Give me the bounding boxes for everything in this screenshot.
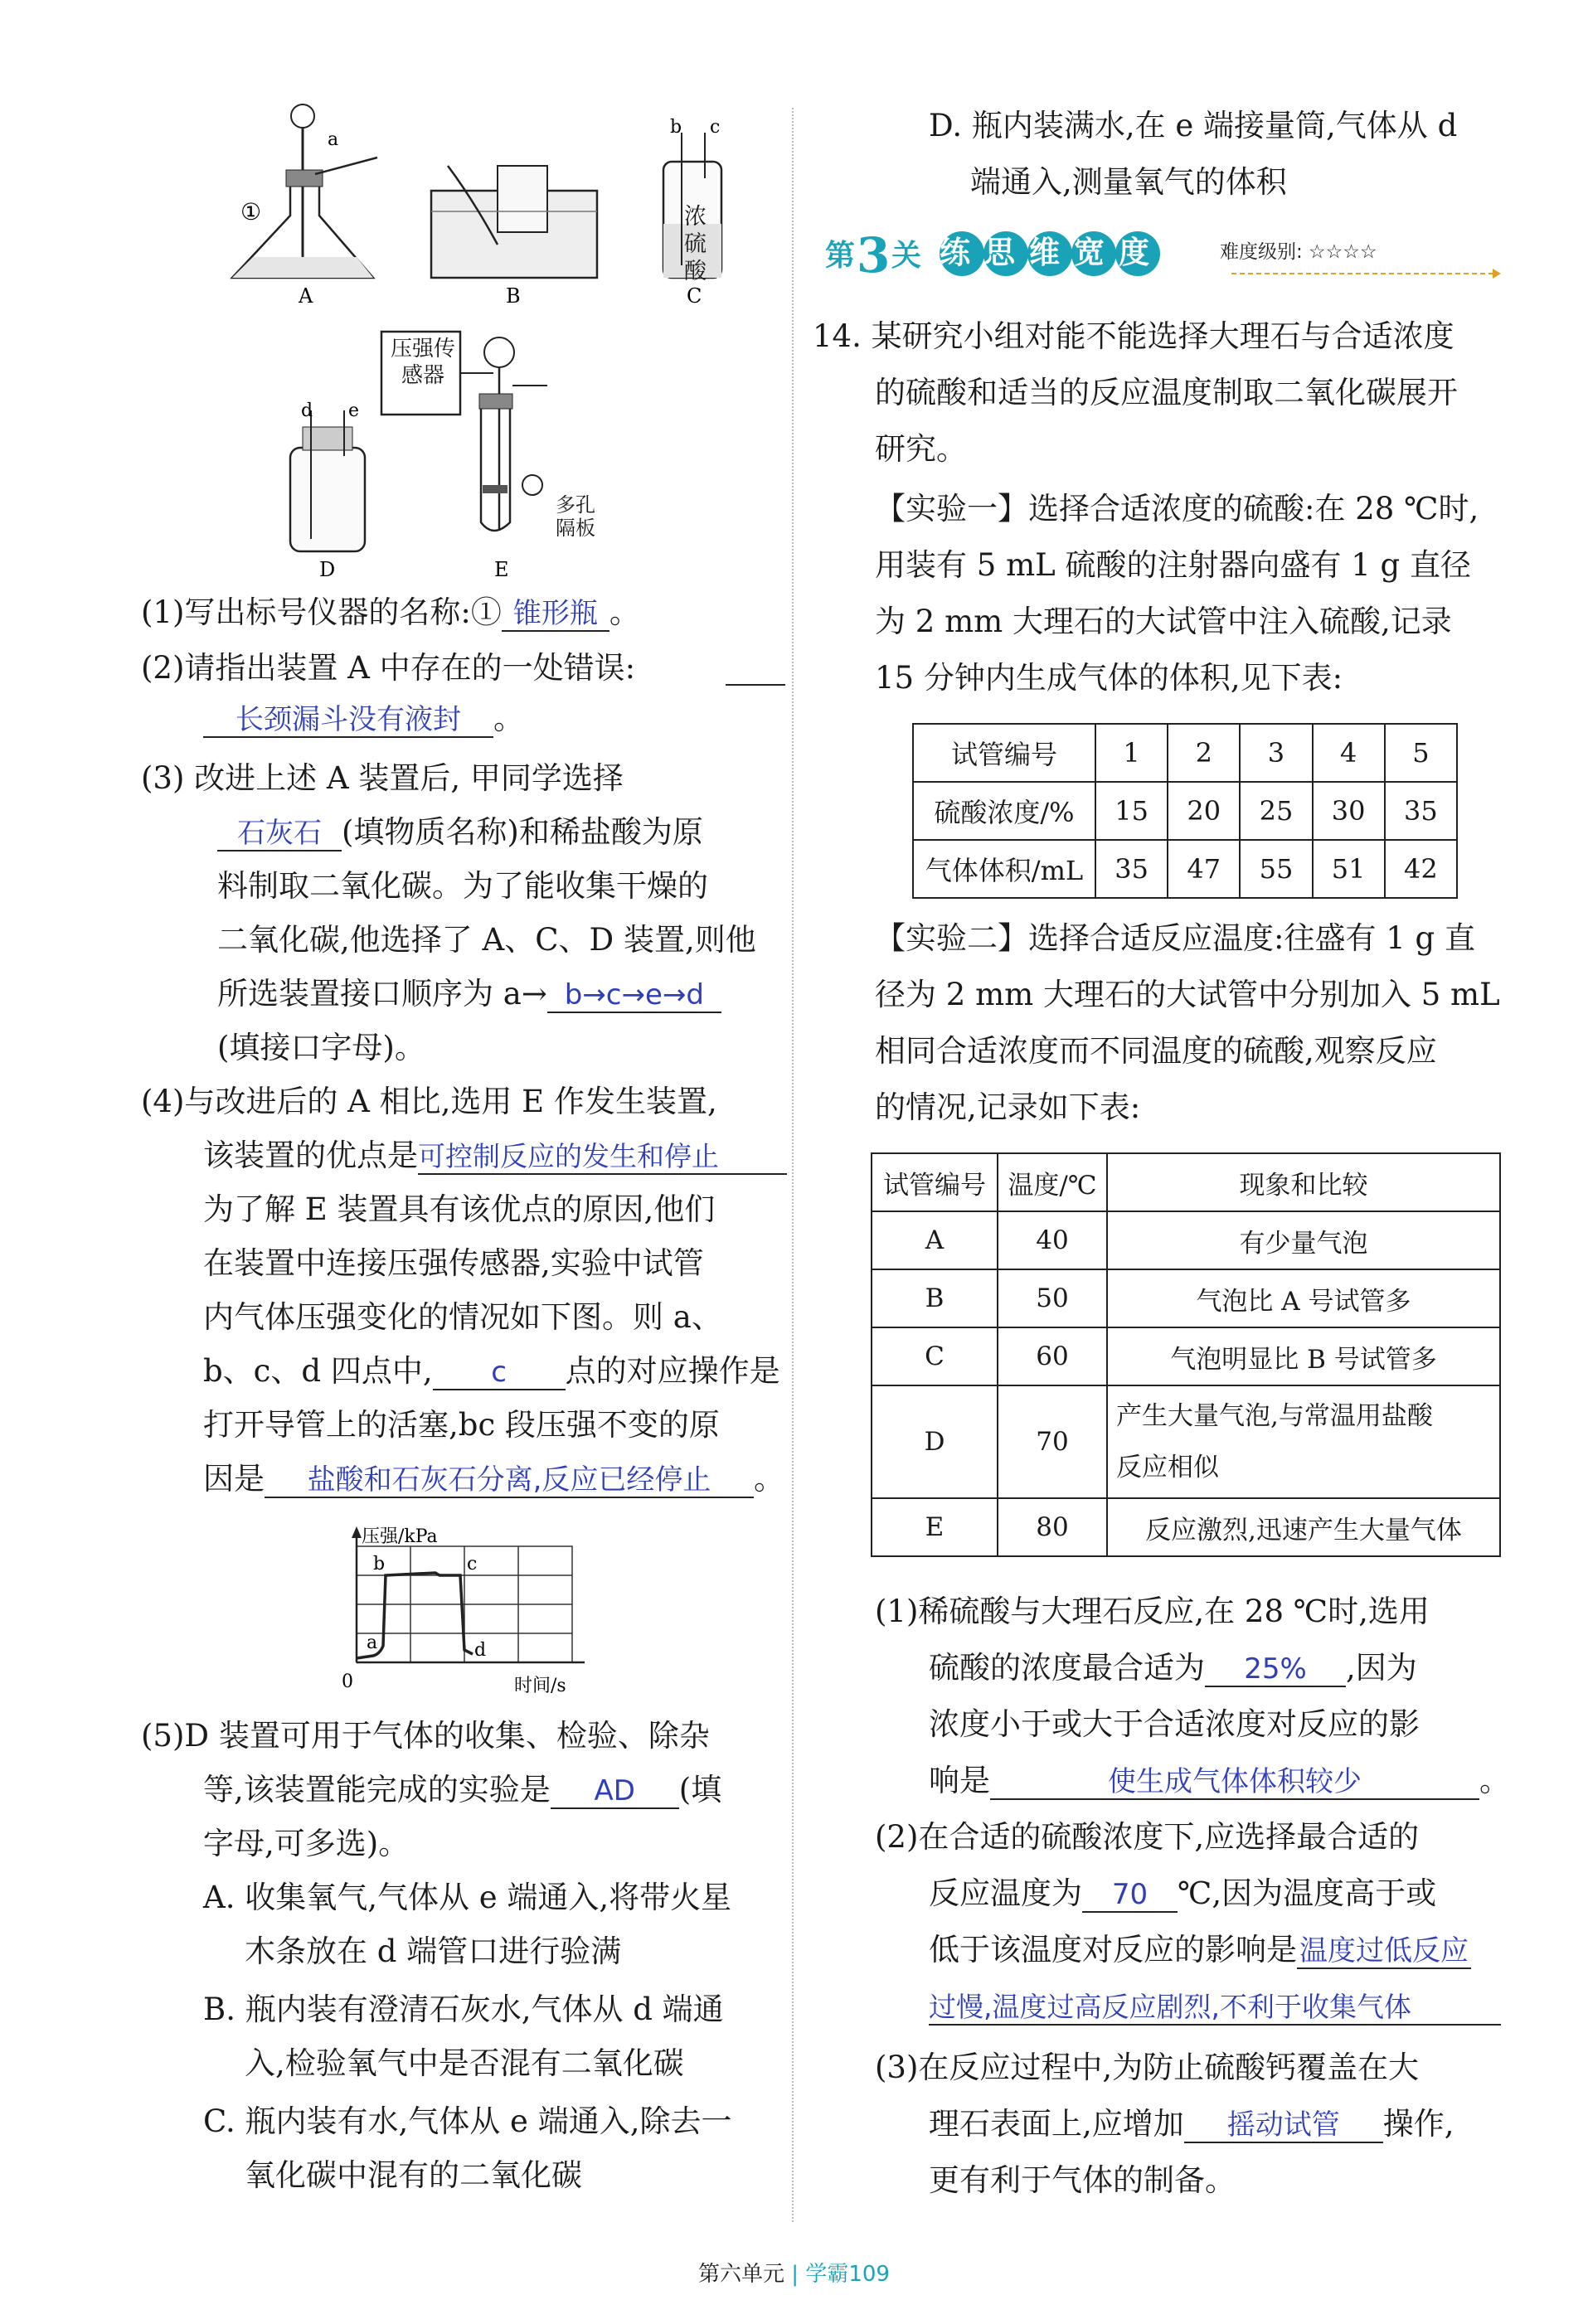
footer-brand: 学霸 — [805, 2262, 849, 2287]
q1-suffix: 。 — [609, 594, 640, 630]
q4-line6-suffix: 点的对应操作是 — [565, 1353, 780, 1389]
table2-cell: 50 — [998, 1269, 1107, 1327]
s1-answer2: 使生成气体体积较少 — [1108, 1765, 1362, 1798]
banner-level-suffix: 关 — [891, 238, 922, 273]
table2-cell: 70 — [998, 1385, 1107, 1498]
port-d-label: d — [301, 400, 313, 421]
table1-cell: 35 — [1385, 782, 1457, 840]
s2-line2-suffix: ℃,因为温度高于或 — [1178, 1875, 1437, 1911]
table2-cell: 40 — [998, 1211, 1107, 1269]
table1-cell: 4 — [1313, 724, 1385, 782]
table2-row — [872, 1385, 1500, 1498]
port-b-label: b — [670, 117, 682, 138]
s1-blank2 — [990, 1764, 1479, 1800]
column-divider — [792, 108, 794, 2222]
s3-line2 — [929, 2104, 1454, 2144]
graph-xlabel: 时间/s — [514, 1676, 566, 1696]
banner-difficulty: 难度级别: ☆☆☆☆ — [1220, 241, 1377, 263]
s2-line2 — [929, 1874, 1436, 1914]
table2-row — [872, 1327, 1500, 1385]
q14-line1: 14. 某研究小组对能不能选择大理石与合适浓度 — [813, 318, 1454, 354]
graph-point-a: a — [367, 1633, 378, 1653]
table2-cell-line: 反应相似 — [1116, 1453, 1219, 1482]
table2-header: 温度/℃ — [998, 1153, 1107, 1211]
apparatus-figure-de — [274, 323, 639, 580]
table1-cell: 35 — [1095, 840, 1168, 898]
s1-line3: 浓度小于或大于合适浓度对反应的影 — [929, 1706, 1420, 1742]
table1-cell: 15 — [1095, 782, 1168, 840]
table2-cell: D — [872, 1385, 998, 1498]
table2-row — [872, 1269, 1500, 1327]
s2-line4 — [929, 1987, 1501, 2026]
table2-cell: 气泡明显比 B 号试管多 — [1107, 1327, 1500, 1385]
q5-line3: 字母,可多选)。 — [203, 1826, 410, 1861]
s1-line2-suffix: ,因为 — [1346, 1650, 1417, 1686]
apparatus-a — [232, 104, 377, 278]
q3-line2 — [217, 813, 703, 852]
q2-blank-tail — [726, 684, 785, 686]
s2-line3 — [929, 1930, 1471, 1970]
temperature-table — [871, 1152, 1501, 1557]
s2-line3-prefix: 低于该温度对反应的影响是 — [929, 1932, 1297, 1967]
port-e-label: e — [348, 400, 360, 421]
q3-line4: 二氧化碳,他选择了 A、C、D 装置,则他 — [217, 922, 756, 958]
q3-line6: (填接口字母)。 — [217, 1030, 425, 1065]
port-a-label: a — [328, 129, 339, 150]
footer-separator: | — [791, 2262, 799, 2287]
s3-blank — [1184, 2108, 1383, 2143]
s3-line2-suffix: 操作, — [1382, 2106, 1454, 2142]
s1-line4-suffix: 。 — [1479, 1763, 1510, 1798]
q4-line8 — [203, 1459, 784, 1499]
table1-cell: 5 — [1385, 724, 1457, 782]
marker-1: ① — [240, 198, 262, 226]
q5-answer: AD — [594, 1774, 635, 1807]
table2-cell: C — [872, 1327, 998, 1385]
label-b: B — [506, 284, 521, 308]
table1-cell: 试管编号 — [913, 724, 1095, 782]
concentration-table — [912, 723, 1458, 899]
s3-line1: (3)在反应过程中,为防止硫酸钙覆盖在大 — [875, 2050, 1420, 2085]
q4-line1: (4)与改进后的 A 相比,选用 E 作发生装置, — [141, 1084, 717, 1119]
q3-line2-suffix: (填物质名称)和稀盐酸为原 — [342, 814, 703, 850]
q1-line — [141, 593, 640, 633]
s2-blank2b — [929, 1990, 1501, 2026]
label-a: A — [299, 284, 313, 308]
q3-blank1 — [217, 816, 342, 851]
s1-line1: (1)稀硫酸与大理石反应,在 28 ℃时,选用 — [875, 1594, 1430, 1629]
s3-line2-prefix: 理石表面上,应增加 — [929, 2106, 1184, 2142]
table1-cell: 3 — [1240, 724, 1312, 782]
q4-line2-prefix: 该装置的优点是 — [203, 1138, 418, 1173]
s1-line4 — [929, 1761, 1510, 1801]
q1-answer: 锥形瓶 — [512, 597, 598, 630]
s1-line4-prefix: 响是 — [929, 1763, 990, 1798]
graph-origin: 0 — [342, 1671, 353, 1692]
q5-optB2: 入,检验氧气中是否混有二氧化碳 — [245, 2045, 684, 2081]
section-banner — [825, 222, 1505, 284]
table2-header: 现象和比较 — [1107, 1153, 1500, 1211]
q2-line2 — [203, 699, 524, 739]
q5-line2-prefix: 等,该装置能完成的实验是 — [203, 1772, 551, 1807]
q14-line3: 研究。 — [875, 431, 967, 467]
q4-answer2: c — [491, 1356, 507, 1389]
table2-cell: 有少量气泡 — [1107, 1211, 1500, 1269]
s2-line2-prefix: 反应温度为 — [929, 1875, 1082, 1911]
q14-line2: 的硫酸和适当的反应温度制取二氧化碳展开 — [875, 375, 1458, 410]
q1-prefix: (1)写出标号仪器的名称:① — [141, 594, 502, 630]
table1-row — [913, 724, 1457, 782]
label-d: D — [319, 558, 336, 580]
q3-line1: (3) 改进上述 A 装置后, 甲同学选择 — [141, 760, 624, 796]
q14-exp1-line1: 【实验一】选择合适浓度的硫酸:在 28 ℃时, — [875, 491, 1479, 526]
table1-cell: 25 — [1240, 782, 1312, 840]
q3-blank2 — [547, 978, 721, 1013]
acid-label: 浓硫酸 — [684, 204, 707, 284]
q5-line2-suffix: (填 — [678, 1772, 722, 1807]
pressure-graph — [340, 1521, 605, 1696]
page-footer — [0, 2257, 1588, 2288]
table2-header-row — [872, 1153, 1500, 1211]
table2-cell-multiline — [1107, 1385, 1500, 1498]
s1-blank1 — [1205, 1652, 1346, 1687]
banner-title: 练思维宽度 — [940, 235, 1163, 270]
table1-cell: 气体体积/mL — [913, 840, 1095, 898]
q5-line2 — [203, 1770, 721, 1810]
q5-blank — [551, 1773, 679, 1809]
graph-point-c: c — [467, 1554, 478, 1574]
apparatus-d — [290, 400, 365, 580]
q3-line3: 料制取二氧化碳。为了能收集干燥的 — [217, 868, 708, 904]
s2-answer2a: 温度过低反应 — [1299, 1934, 1469, 1967]
table1-cell: 30 — [1313, 782, 1385, 840]
q4-line7: 打开导管上的活塞,bc 段压强不变的原 — [203, 1407, 720, 1443]
q2-line1: (2)请指出装置 A 中存在的一处错误: — [141, 650, 636, 686]
q14-exp2-line3: 相同合适浓度而不同温度的硫酸,观察反应 — [875, 1033, 1437, 1069]
q5-optC2: 氧化碳中混有的二氧化碳 — [245, 2157, 582, 2193]
table1-row — [913, 840, 1457, 898]
table2-cell-line: 产生大量气泡,与常温用盐酸 — [1116, 1401, 1433, 1431]
q4-line6-prefix: b、c、d 四点中, — [203, 1353, 433, 1389]
s2-answer1: 70 — [1111, 1878, 1149, 1911]
table1-cell: 55 — [1240, 840, 1312, 898]
s2-answer2b: 过慢,温度过高反应剧烈,不利于收集气体 — [929, 1991, 1411, 2023]
table1-row — [913, 782, 1457, 840]
apparatus-figure-abc — [174, 99, 771, 315]
q4-blank2 — [433, 1355, 566, 1390]
table2-cell: 60 — [998, 1327, 1107, 1385]
s3-answer: 摇动试管 — [1226, 2108, 1340, 2142]
s2-blank2a — [1297, 1933, 1471, 1969]
banner-level-num: 3 — [857, 227, 891, 284]
s1-line2 — [929, 1648, 1417, 1688]
q14-exp2-line4: 的情况,记录如下表: — [875, 1089, 1141, 1125]
q5-optA2: 木条放在 d 端管口进行验满 — [245, 1933, 622, 1969]
banner-level-prefix: 第 — [825, 238, 856, 273]
q4-line5: 内气体压强变化的情况如下图。则 a、 — [203, 1299, 722, 1335]
q3-answer2: b→c→e→d — [564, 978, 704, 1012]
table1-cell: 20 — [1168, 782, 1240, 840]
q5-optA1: A. 收集氧气,气体从 e 端通入,将带火星 — [203, 1880, 732, 1915]
table2-cell: E — [872, 1498, 998, 1556]
graph-point-b: b — [373, 1554, 386, 1574]
table2-cell: 反应激烈,迅速产生大量气体 — [1107, 1498, 1500, 1556]
table2-cell: A — [872, 1211, 998, 1269]
q2-blank — [203, 702, 493, 738]
q5-optD1: D. 瓶内装满水,在 e 端接量筒,气体从 d — [929, 108, 1458, 143]
footer-page-number: 109 — [848, 2262, 890, 2287]
q14-exp1-line2: 用装有 5 mL 硫酸的注射器向盛有 1 g 直径 — [875, 547, 1471, 583]
s2-line1: (2)在合适的硫酸浓度下,应选择最合适的 — [875, 1819, 1420, 1855]
graph-ylabel: 压强/kPa — [362, 1526, 438, 1547]
q2-answer: 长颈漏斗没有液封 — [236, 703, 461, 736]
table2-cell: 80 — [998, 1498, 1107, 1556]
table1-cell: 51 — [1313, 840, 1385, 898]
table2-cell: B — [872, 1269, 998, 1327]
q4-line8-suffix: 。 — [754, 1461, 784, 1497]
port-c-label: c — [710, 117, 721, 138]
apparatus-b — [431, 166, 597, 278]
q14-exp1-line4: 15 分钟内生成气体的体积,见下表: — [875, 660, 1343, 696]
q5-optB1: B. 瓶内装有澄清石灰水,气体从 d 端通 — [203, 1992, 724, 2027]
q5-line1: (5)D 装置可用于气体的收集、检验、除杂 — [141, 1718, 710, 1754]
q14-exp1-line3: 为 2 mm 大理石的大试管中注入硫酸,记录 — [875, 604, 1452, 639]
sensor-label: 压强传感器 — [390, 337, 455, 388]
q4-blank1 — [418, 1139, 787, 1175]
s1-line2-prefix: 硫酸的浓度最合适为 — [929, 1650, 1205, 1686]
graph-point-d: d — [474, 1640, 487, 1661]
q4-blank3 — [265, 1463, 754, 1498]
q5-optC1: C. 瓶内装有水,气体从 e 端通入,除去一 — [203, 2103, 732, 2139]
table1-cell: 硫酸浓度/% — [913, 782, 1095, 840]
table1-cell: 1 — [1095, 724, 1168, 782]
q4-answer1: 可控制反应的发生和停止 — [418, 1140, 719, 1172]
q3-line5 — [217, 974, 721, 1014]
q5-optD2: 端通入,测量氧气的体积 — [970, 164, 1287, 200]
q1-blank — [502, 596, 609, 632]
table2-cell: 气泡比 A 号试管多 — [1107, 1269, 1500, 1327]
q4-line2 — [203, 1136, 787, 1176]
q2-suffix: 。 — [493, 701, 524, 736]
q4-line6 — [203, 1351, 780, 1391]
s3-line3: 更有利于气体的制备。 — [929, 2162, 1236, 2198]
label-e: E — [494, 558, 509, 580]
table1-cell: 2 — [1168, 724, 1240, 782]
table1-cell: 42 — [1385, 840, 1457, 898]
q14-exp2-line1: 【实验二】选择合适反应温度:往盛有 1 g 直 — [875, 920, 1475, 956]
table1-cell: 47 — [1168, 840, 1240, 898]
q4-line8-prefix: 因是 — [203, 1461, 265, 1497]
q14-exp2-line2: 径为 2 mm 大理石的大试管中分别加入 5 mL — [875, 977, 1500, 1012]
q4-line4: 在装置中连接压强传感器,实验中试管 — [203, 1245, 704, 1281]
q4-line3: 为了解 E 装置具有该优点的原因,他们 — [203, 1191, 716, 1227]
footer-unit: 第六单元 — [698, 2262, 785, 2287]
banner-graphic — [825, 222, 1505, 284]
table2-header: 试管编号 — [872, 1153, 998, 1211]
s1-answer1: 25% — [1244, 1652, 1307, 1686]
label-c: C — [687, 284, 702, 308]
q3-answer1: 石灰石 — [237, 817, 322, 850]
table2-row — [872, 1211, 1500, 1269]
q3-line5-prefix: 所选装置接口顺序为 a→ — [217, 976, 547, 1012]
s2-blank1 — [1082, 1877, 1178, 1913]
q4-answer3: 盐酸和石灰石分离,反应已经停止 — [307, 1463, 711, 1497]
plate-label: 多孔隔板 — [556, 493, 595, 540]
table2-row — [872, 1498, 1500, 1556]
